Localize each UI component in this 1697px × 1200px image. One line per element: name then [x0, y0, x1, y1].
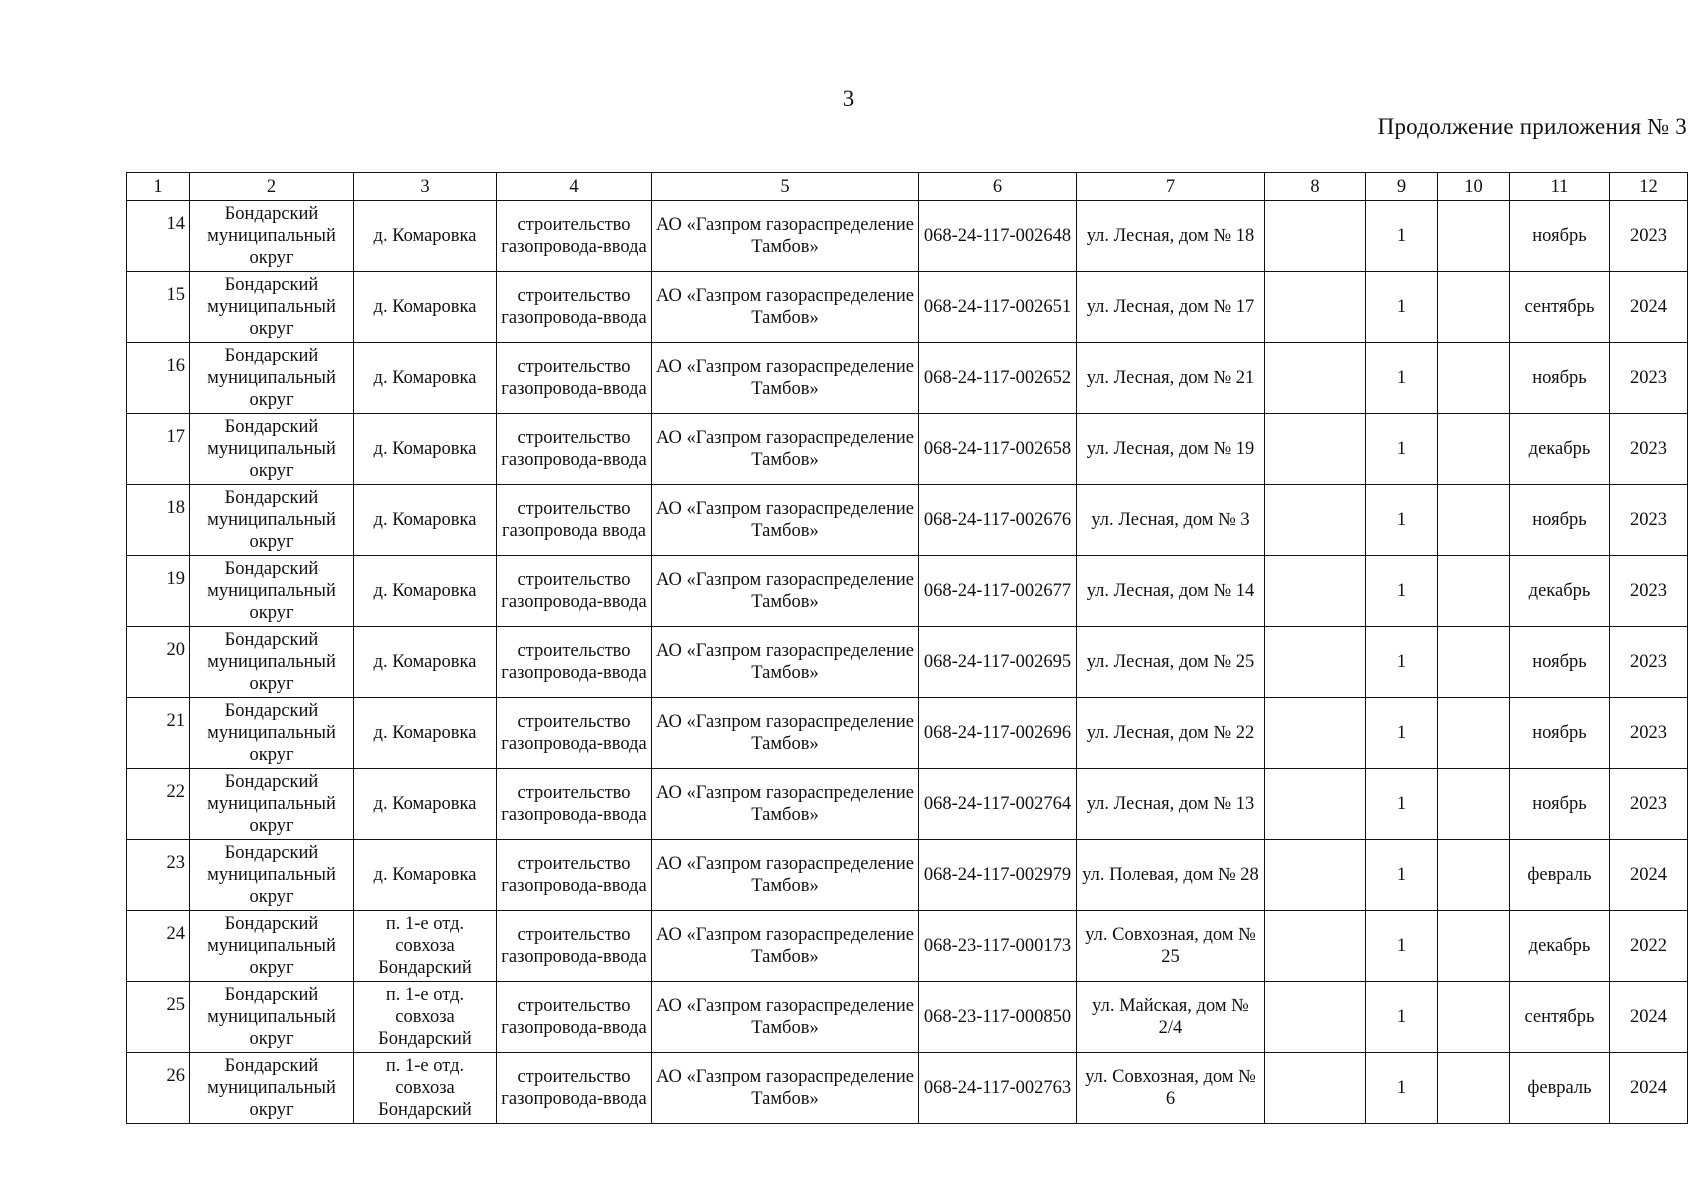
table-row: [127, 343, 1688, 414]
column-header-9: 9: [1366, 173, 1438, 201]
registry-table: [126, 172, 1688, 1124]
district-cell: Бондарский муниципальный округ: [190, 982, 354, 1053]
row-number: 15: [127, 272, 190, 343]
registry-id-cell: 068-24-117-002658: [919, 414, 1077, 485]
work-type-cell: строительство газопровода-ввода: [497, 840, 652, 911]
month-cell: ноябрь: [1510, 343, 1610, 414]
col10-cell: [1438, 840, 1510, 911]
appendix-title: Продолжение приложения № 3: [1377, 114, 1687, 139]
col8-cell: [1265, 769, 1366, 840]
column-header-8: 8: [1265, 173, 1366, 201]
col8-cell: [1265, 201, 1366, 272]
row-number: 22: [127, 769, 190, 840]
col8-cell: [1265, 1053, 1366, 1124]
month-cell: ноябрь: [1510, 698, 1610, 769]
table-row: [127, 485, 1688, 556]
row-number: 26: [127, 1053, 190, 1124]
work-type-cell: строительство газопровода-ввода: [497, 201, 652, 272]
month-cell: ноябрь: [1510, 769, 1610, 840]
work-type-cell: строительство газопровода-ввода: [497, 982, 652, 1053]
district-cell: Бондарский муниципальный округ: [190, 485, 354, 556]
registry-id-cell: 068-24-117-002648: [919, 201, 1077, 272]
address-cell: ул. Лесная, дом № 22: [1077, 698, 1265, 769]
col8-cell: [1265, 556, 1366, 627]
col8-cell: [1265, 698, 1366, 769]
col10-cell: [1438, 272, 1510, 343]
registry-id-cell: 068-24-117-002763: [919, 1053, 1077, 1124]
column-header-2: 2: [190, 173, 354, 201]
registry-id-cell: 068-23-117-000850: [919, 982, 1077, 1053]
registry-id-cell: 068-24-117-002696: [919, 698, 1077, 769]
registry-id-cell: 068-24-117-002676: [919, 485, 1077, 556]
work-type-cell: строительство газопровода-ввода: [497, 556, 652, 627]
table-row: [127, 627, 1688, 698]
column-header-11: 11: [1510, 173, 1610, 201]
work-type-cell: строительство газопровода-ввода: [497, 272, 652, 343]
organization-cell: АО «Газпром газораспределение Тамбов»: [652, 769, 919, 840]
table-row: [127, 556, 1688, 627]
settlement-cell: д. Комаровка: [354, 769, 497, 840]
work-type-cell: строительство газопровода-ввода: [497, 627, 652, 698]
count-cell: 1: [1366, 414, 1438, 485]
organization-cell: АО «Газпром газораспределение Тамбов»: [652, 485, 919, 556]
col10-cell: [1438, 911, 1510, 982]
address-cell: ул. Лесная, дом № 3: [1077, 485, 1265, 556]
organization-cell: АО «Газпром газораспределение Тамбов»: [652, 556, 919, 627]
year-cell: 2024: [1610, 1053, 1688, 1124]
table-row: [127, 840, 1688, 911]
year-cell: 2023: [1610, 698, 1688, 769]
year-cell: 2023: [1610, 414, 1688, 485]
district-cell: Бондарский муниципальный округ: [190, 201, 354, 272]
year-cell: 2023: [1610, 201, 1688, 272]
col8-cell: [1265, 485, 1366, 556]
col8-cell: [1265, 272, 1366, 343]
year-cell: 2024: [1610, 272, 1688, 343]
month-cell: декабрь: [1510, 556, 1610, 627]
address-cell: ул. Лесная, дом № 18: [1077, 201, 1265, 272]
month-cell: сентябрь: [1510, 272, 1610, 343]
registry-id-cell: 068-24-117-002651: [919, 272, 1077, 343]
month-cell: ноябрь: [1510, 201, 1610, 272]
year-cell: 2023: [1610, 485, 1688, 556]
organization-cell: АО «Газпром газораспределение Тамбов»: [652, 982, 919, 1053]
address-cell: ул. Лесная, дом № 19: [1077, 414, 1265, 485]
table-body: [127, 201, 1688, 1124]
column-header-10: 10: [1438, 173, 1510, 201]
table-row: [127, 911, 1688, 982]
organization-cell: АО «Газпром газораспределение Тамбов»: [652, 343, 919, 414]
settlement-cell: д. Комаровка: [354, 698, 497, 769]
registry-id-cell: 068-24-117-002695: [919, 627, 1077, 698]
column-header-5: 5: [652, 173, 919, 201]
table-row: [127, 414, 1688, 485]
registry-id-cell: 068-24-117-002979: [919, 840, 1077, 911]
work-type-cell: строительство газопровода ввода: [497, 485, 652, 556]
district-cell: Бондарский муниципальный округ: [190, 627, 354, 698]
settlement-cell: д. Комаровка: [354, 201, 497, 272]
settlement-cell: д. Комаровка: [354, 840, 497, 911]
district-cell: Бондарский муниципальный округ: [190, 698, 354, 769]
column-header-3: 3: [354, 173, 497, 201]
count-cell: 1: [1366, 485, 1438, 556]
settlement-cell: д. Комаровка: [354, 414, 497, 485]
row-number: 17: [127, 414, 190, 485]
year-cell: 2023: [1610, 343, 1688, 414]
work-type-cell: строительство газопровода-ввода: [497, 698, 652, 769]
settlement-cell: п. 1-е отд. совхоза Бондарский: [354, 982, 497, 1053]
settlement-cell: д. Комаровка: [354, 485, 497, 556]
col10-cell: [1438, 769, 1510, 840]
column-header-1: 1: [127, 173, 190, 201]
district-cell: Бондарский муниципальный округ: [190, 272, 354, 343]
year-cell: 2023: [1610, 556, 1688, 627]
count-cell: 1: [1366, 272, 1438, 343]
count-cell: 1: [1366, 698, 1438, 769]
row-number: 20: [127, 627, 190, 698]
organization-cell: АО «Газпром газораспределение Тамбов»: [652, 627, 919, 698]
district-cell: Бондарский муниципальный округ: [190, 769, 354, 840]
column-header-12: 12: [1610, 173, 1688, 201]
registry-id-cell: 068-24-117-002652: [919, 343, 1077, 414]
count-cell: 1: [1366, 911, 1438, 982]
table-row: [127, 272, 1688, 343]
column-header-4: 4: [497, 173, 652, 201]
row-number: 25: [127, 982, 190, 1053]
work-type-cell: строительство газопровода-ввода: [497, 414, 652, 485]
settlement-cell: д. Комаровка: [354, 556, 497, 627]
col10-cell: [1438, 982, 1510, 1053]
count-cell: 1: [1366, 982, 1438, 1053]
col10-cell: [1438, 414, 1510, 485]
organization-cell: АО «Газпром газораспределение Тамбов»: [652, 414, 919, 485]
col10-cell: [1438, 556, 1510, 627]
table-row: [127, 1053, 1688, 1124]
table-row: [127, 982, 1688, 1053]
organization-cell: АО «Газпром газораспределение Тамбов»: [652, 1053, 919, 1124]
month-cell: ноябрь: [1510, 627, 1610, 698]
district-cell: Бондарский муниципальный округ: [190, 343, 354, 414]
row-number: 18: [127, 485, 190, 556]
organization-cell: АО «Газпром газораспределение Тамбов»: [652, 272, 919, 343]
row-number: 24: [127, 911, 190, 982]
table-row: [127, 201, 1688, 272]
year-cell: 2024: [1610, 982, 1688, 1053]
col8-cell: [1265, 982, 1366, 1053]
settlement-cell: п. 1-е отд. совхоза Бондарский: [354, 911, 497, 982]
table-row: [127, 698, 1688, 769]
year-cell: 2024: [1610, 840, 1688, 911]
row-number: 21: [127, 698, 190, 769]
address-cell: ул. Лесная, дом № 17: [1077, 272, 1265, 343]
address-cell: ул. Совхозная, дом № 6: [1077, 1053, 1265, 1124]
col10-cell: [1438, 698, 1510, 769]
district-cell: Бондарский муниципальный округ: [190, 911, 354, 982]
count-cell: 1: [1366, 769, 1438, 840]
month-cell: февраль: [1510, 1053, 1610, 1124]
address-cell: ул. Лесная, дом № 21: [1077, 343, 1265, 414]
count-cell: 1: [1366, 1053, 1438, 1124]
organization-cell: АО «Газпром газораспределение Тамбов»: [652, 911, 919, 982]
month-cell: декабрь: [1510, 414, 1610, 485]
district-cell: Бондарский муниципальный округ: [190, 1053, 354, 1124]
table-row: [127, 769, 1688, 840]
work-type-cell: строительство газопровода-ввода: [497, 769, 652, 840]
row-number: 14: [127, 201, 190, 272]
col10-cell: [1438, 201, 1510, 272]
work-type-cell: строительство газопровода-ввода: [497, 343, 652, 414]
month-cell: ноябрь: [1510, 485, 1610, 556]
district-cell: Бондарский муниципальный округ: [190, 556, 354, 627]
address-cell: ул. Майская, дом № 2/4: [1077, 982, 1265, 1053]
work-type-cell: строительство газопровода-ввода: [497, 911, 652, 982]
col8-cell: [1265, 343, 1366, 414]
row-number: 23: [127, 840, 190, 911]
page-number: 3: [842, 86, 855, 111]
month-cell: февраль: [1510, 840, 1610, 911]
col10-cell: [1438, 485, 1510, 556]
col8-cell: [1265, 840, 1366, 911]
count-cell: 1: [1366, 840, 1438, 911]
address-cell: ул. Полевая, дом № 28: [1077, 840, 1265, 911]
column-header-7: 7: [1077, 173, 1265, 201]
col8-cell: [1265, 627, 1366, 698]
address-cell: ул. Лесная, дом № 13: [1077, 769, 1265, 840]
row-number: 16: [127, 343, 190, 414]
organization-cell: АО «Газпром газораспределение Тамбов»: [652, 698, 919, 769]
month-cell: сентябрь: [1510, 982, 1610, 1053]
month-cell: декабрь: [1510, 911, 1610, 982]
count-cell: 1: [1366, 556, 1438, 627]
address-cell: ул. Лесная, дом № 14: [1077, 556, 1265, 627]
registry-id-cell: 068-24-117-002764: [919, 769, 1077, 840]
count-cell: 1: [1366, 627, 1438, 698]
row-number: 19: [127, 556, 190, 627]
organization-cell: АО «Газпром газораспределение Тамбов»: [652, 201, 919, 272]
organization-cell: АО «Газпром газораспределение Тамбов»: [652, 840, 919, 911]
year-cell: 2023: [1610, 769, 1688, 840]
settlement-cell: д. Комаровка: [354, 343, 497, 414]
address-cell: ул. Совхозная, дом № 25: [1077, 911, 1265, 982]
year-cell: 2022: [1610, 911, 1688, 982]
settlement-cell: д. Комаровка: [354, 627, 497, 698]
registry-id-cell: 068-23-117-000173: [919, 911, 1077, 982]
count-cell: 1: [1366, 343, 1438, 414]
header-row: [127, 173, 1688, 201]
district-cell: Бондарский муниципальный округ: [190, 414, 354, 485]
col10-cell: [1438, 627, 1510, 698]
settlement-cell: п. 1-е отд. совхоза Бондарский: [354, 1053, 497, 1124]
district-cell: Бондарский муниципальный округ: [190, 840, 354, 911]
settlement-cell: д. Комаровка: [354, 272, 497, 343]
year-cell: 2023: [1610, 627, 1688, 698]
col8-cell: [1265, 911, 1366, 982]
col10-cell: [1438, 1053, 1510, 1124]
column-header-6: 6: [919, 173, 1077, 201]
col10-cell: [1438, 343, 1510, 414]
address-cell: ул. Лесная, дом № 25: [1077, 627, 1265, 698]
work-type-cell: строительство газопровода-ввода: [497, 1053, 652, 1124]
col8-cell: [1265, 414, 1366, 485]
registry-id-cell: 068-24-117-002677: [919, 556, 1077, 627]
count-cell: 1: [1366, 201, 1438, 272]
